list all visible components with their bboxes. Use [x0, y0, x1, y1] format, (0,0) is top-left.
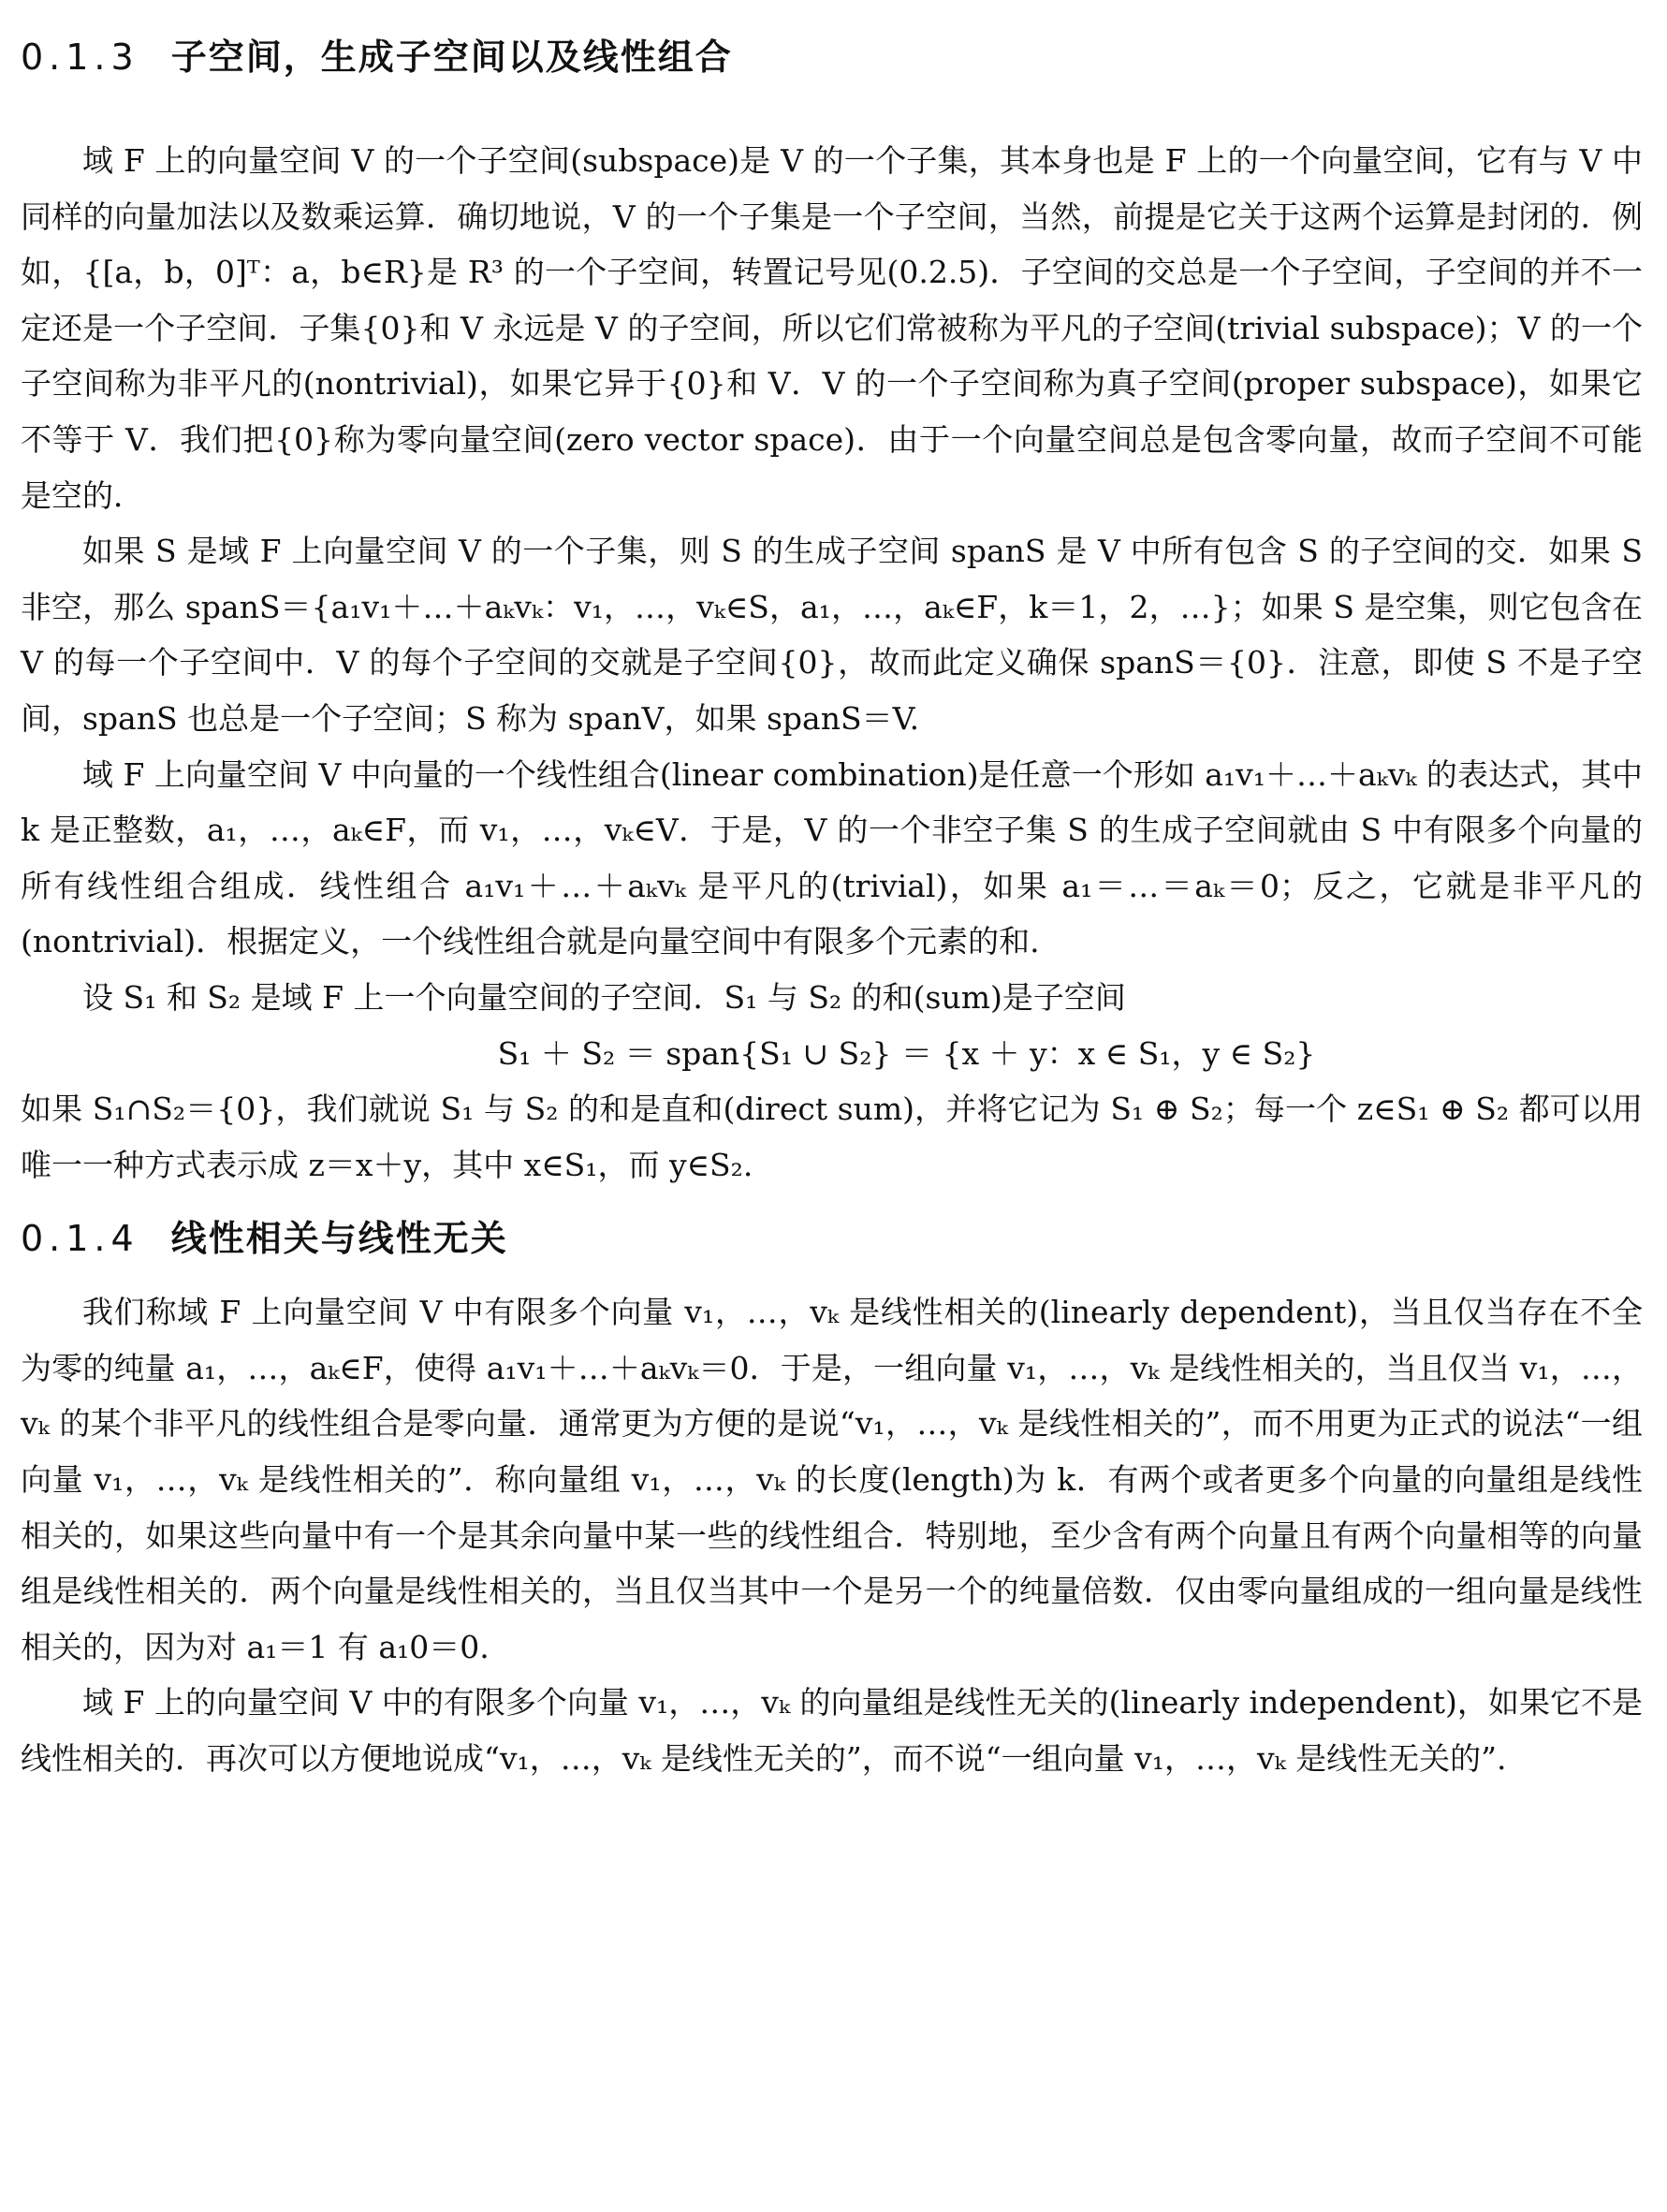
section-number: 0.1.4 [21, 1218, 139, 1260]
sum-formula: S₁ ＋ S₂ ＝ span{S₁ ∪ S₂} ＝ {x ＋ y：x ∈ S₁，y ∈ S₂} [497, 1034, 1316, 1072]
paragraph-span: 如果 S 是域 F 上向量空间 V 的一个子集，则 S 的生成子空间 spanS 是 V 中所有包含 S 的子空间的交．如果 S 非空，那么 spanS＝{a₁v₁＋…＋aₖvₖ：v₁，…，vₖ∈S，a₁，…，aₖ∈F，k＝1，2，…}；如果 S 是空集，则它包含在 V 的每一个子空间中．V 的每个子空间的交就是子空间{0}，故而此定义确保 spanS＝{0}．注意，即使 S 不是子空间，spanS 也总是一个子空间；S 称为 spanV，如果 spanS＝V. [21, 533, 1643, 737]
section-title: 线性相关与线性无关 [170, 1218, 508, 1260]
paragraph-direct-sum: 如果 S₁∩S₂＝{0}，我们就说 S₁ 与 S₂ 的和是直和(direct sum)，并将它记为 S₁ ⊕ S₂；每一个 z∈S₁ ⊕ S₂ 都可以用唯一一种方式表示成 z＝x＋y，其中 x∈S₁，而 y∈S₂. [21, 1091, 1643, 1183]
section-heading-0-1-4 [21, 1213, 1643, 1264]
paragraph-subspace: 域 F 上的向量空间 V 的一个子空间(subspace)是 V 的一个子集，其本身也是 F 上的一个向量空间，它有与 V 中同样的向量加法以及数乘运算．确切地说，V 的一个子集是一个子空间，当然，前提是它关于这两个运算是封闭的．例如，{[a，b，0]ᵀ：a，b∈R}是 R³ 的一个子空间，转置记号见(0.2.5)．子空间的交总是一个子空间，子空间的并不一定还是一个子空间．子集{0}和 V 永远是 V 的子空间，所以它们常被称为平凡的子空间(trivial subspace)；V 的一个子空间称为非平凡的(nontrivial)，如果它异于{0}和 V．V 的一个子空间称为真子空间(proper subspace)，如果它不等于 V．我们把{0}称为零向量空间(zero vector space)．由于一个向量空间总是包含零向量，故而子空间不可能是空的． [21, 142, 1643, 514]
section-number: 0.1.3 [21, 37, 139, 78]
paragraph-linear-dependence: 我们称域 F 上向量空间 V 中有限多个向量 v₁，…，vₖ 是线性相关的(linearly dependent)，当且仅当存在不全为零的纯量 a₁，…，aₖ∈F，使得 a₁v₁＋…＋aₖvₖ＝0．于是，一组向量 v₁，…，vₖ 是线性相关的，当且仅当 v₁，…，vₖ 的某个非平凡的线性组合是零向量．通常更为方便的是说“v₁，…，vₖ 是线性相关的”，而不用更为正式的说法“一组向量 v₁，…，vₖ 是线性相关的”．称向量组 v₁，…，vₖ 的长度(length)为 k．有两个或者更多个向量的向量组是线性相关的，如果这些向量中有一个是其余向量中某一些的线性组合．特别地，至少含有两个向量且有两个向量相等的向量组是线性相关的．两个向量是线性相关的，当且仅当其中一个是另一个的纯量倍数．仅由零向量组成的一组向量是线性相关的，因为对 a₁＝1 有 a₁0＝0. [21, 1294, 1643, 1665]
section-title: 子空间，生成子空间以及线性组合 [170, 37, 733, 78]
paragraph-linear-combination: 域 F 上向量空间 V 中向量的一个线性组合(linear combination)是任意一个形如 a₁v₁＋…＋aₖvₖ 的表达式，其中 k 是正整数，a₁，…，aₖ∈F，而 v₁，…，vₖ∈V．于是，V 的一个非空子集 S 的生成子空间就由 S 中有限多个向量的所有线性组合组成．线性组合 a₁v₁＋…＋aₖvₖ 是平凡的(trivial)，如果 a₁＝…＝aₖ＝0；反之，它就是非平凡的(nontrivial)．根据定义，一个线性组合就是向量空间中有限多个元素的和. [21, 755, 1643, 960]
section-heading-0-1-3 [21, 32, 1643, 82]
paragraph-sum: 设 S₁ 和 S₂ 是域 F 上一个向量空间的子空间．S₁ 与 S₂ 的和(sum)是子空间 [82, 978, 1126, 1016]
paragraph-linear-independence: 域 F 上的向量空间 V 中的有限多个向量 v₁，…，vₖ 的向量组是线性无关的(linearly independent)，如果它不是线性相关的．再次可以方便地说成“v₁，…，vₖ 是线性无关的”，而不说“一组向量 v₁，…，vₖ 是线性无关的”. [21, 1684, 1643, 1778]
